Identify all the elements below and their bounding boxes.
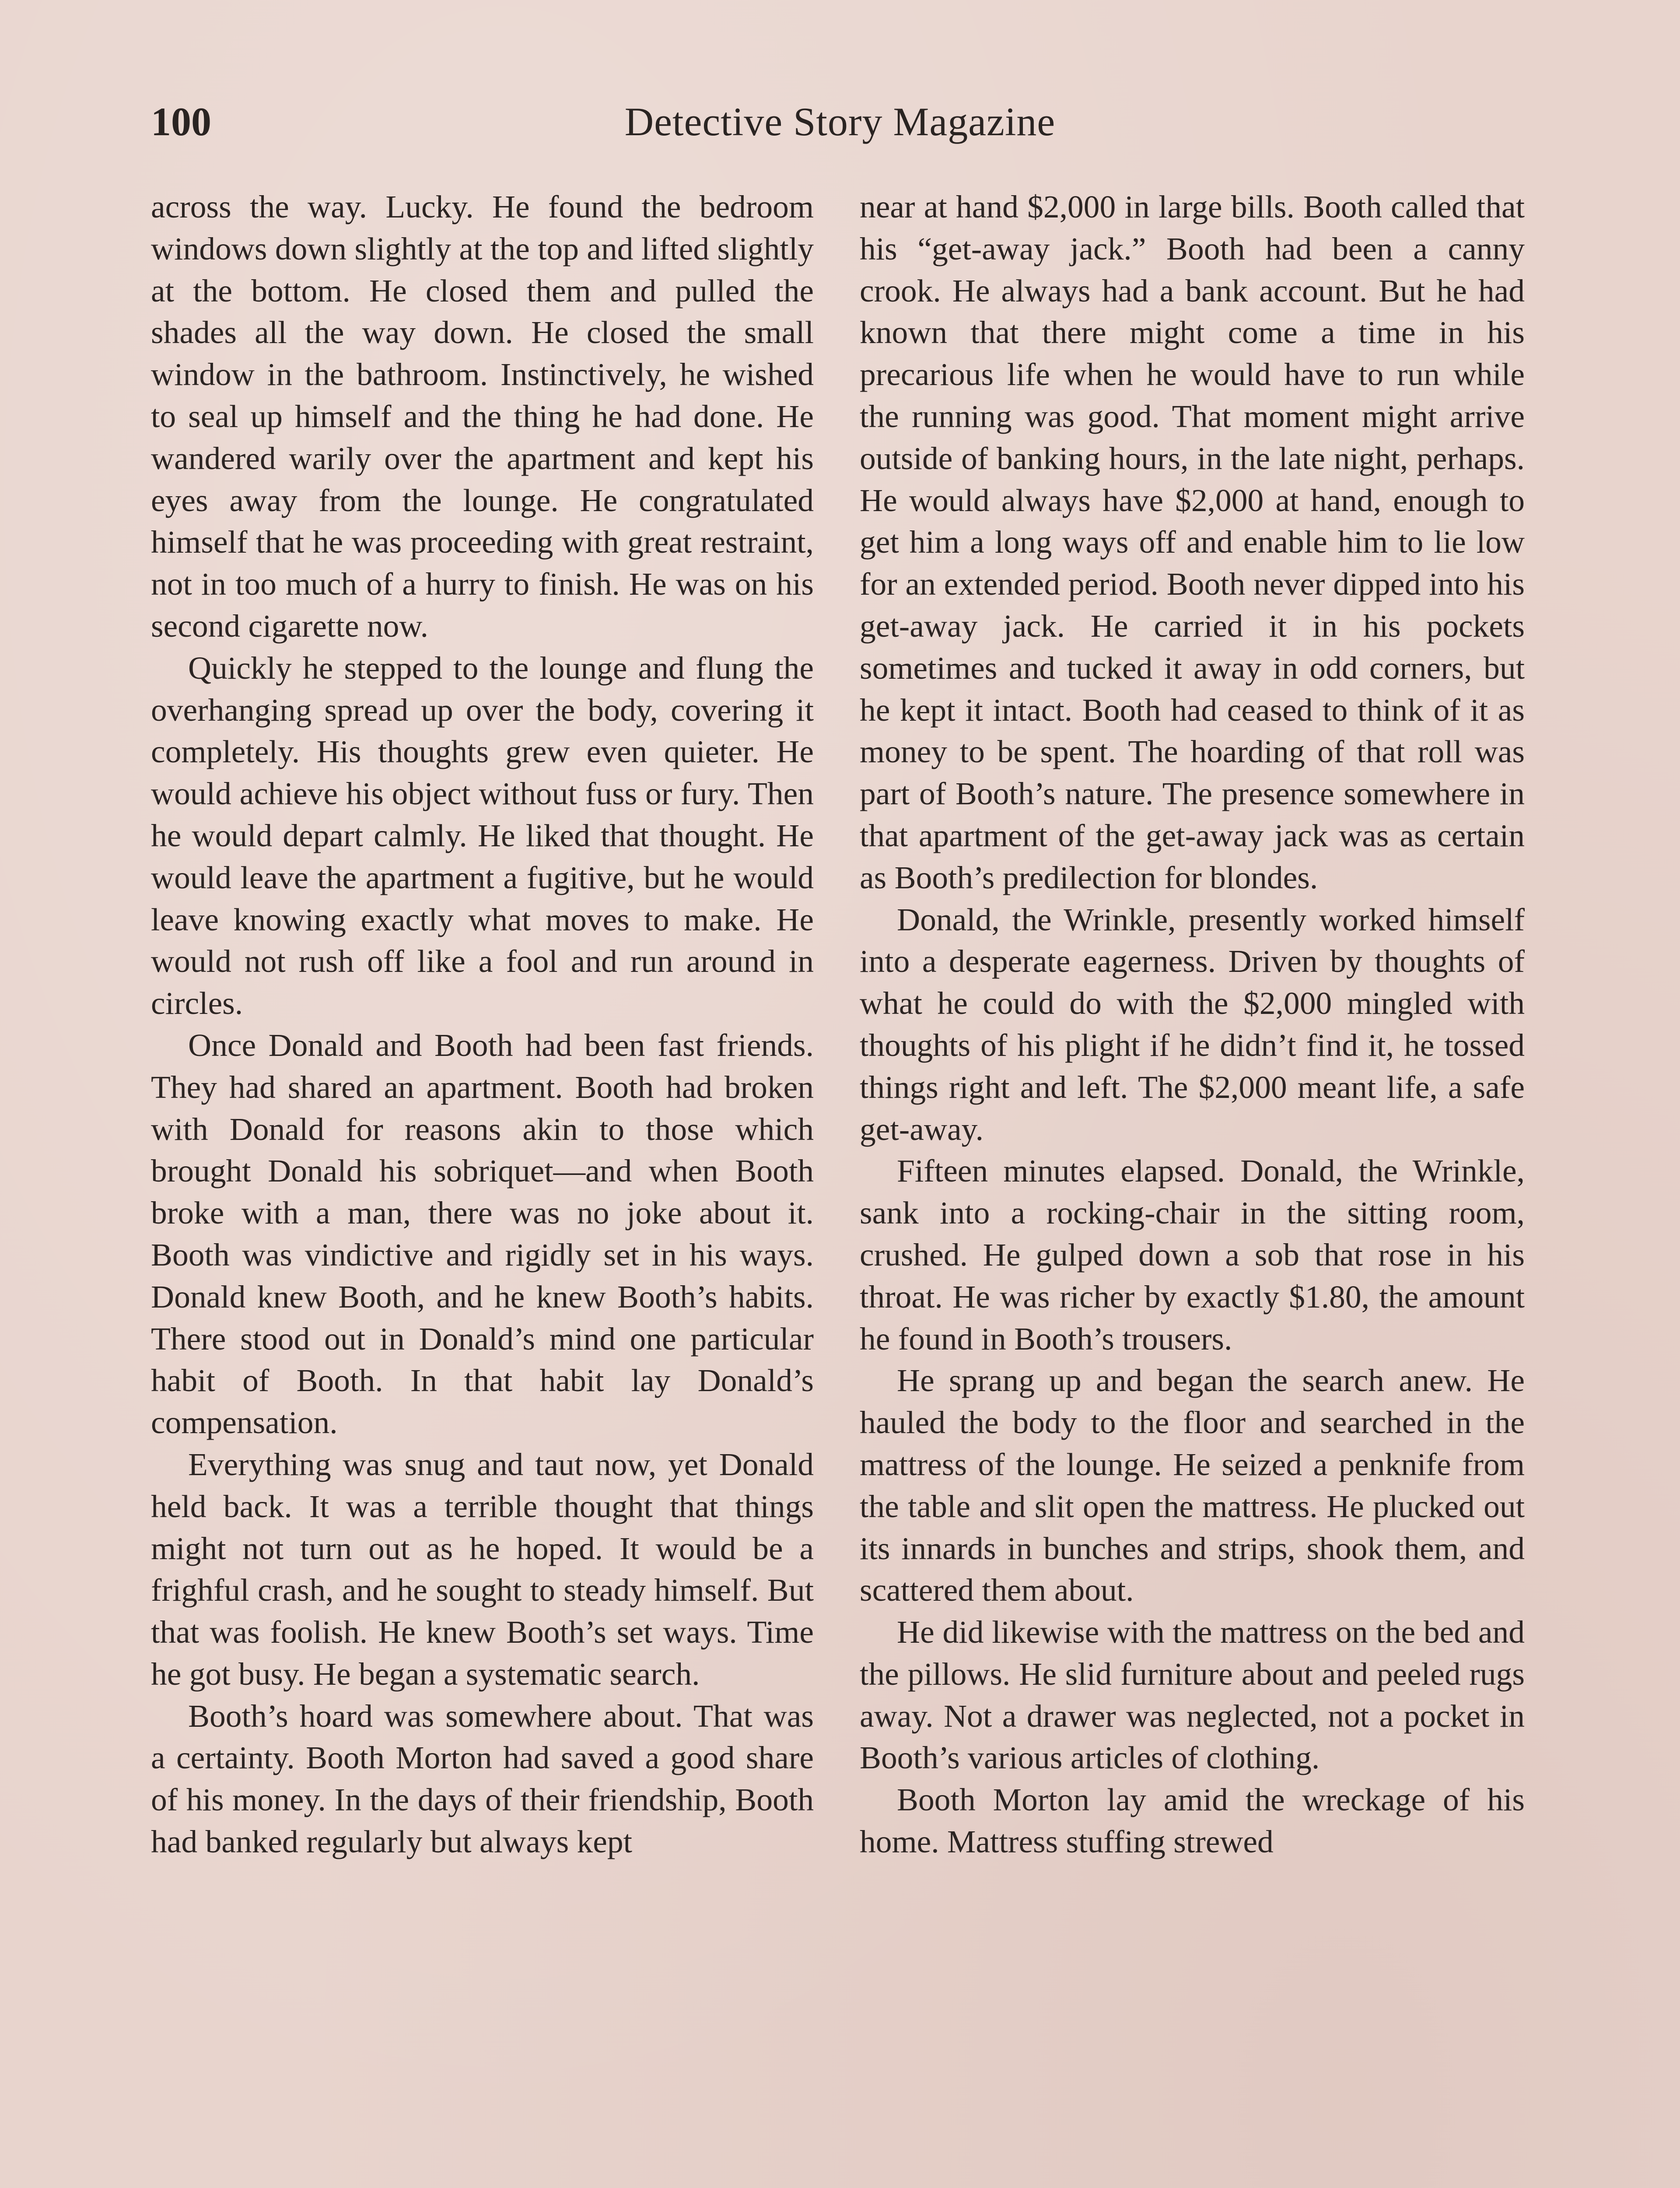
left-column (151, 186, 814, 1863)
paragraph: Once Donald and Booth had been fast friends. They had shared an apartment. Booth had broken with Donald for reasons akin to those which brought Donald his sobriquet—and when Booth broke with a man, there was no joke about it. Booth was vindictive and rigidly set in his ways. Donald knew Booth, and he knew Booth’s habits. There stood out in Donald’s mind one particular habit of Booth. In that habit lay Donald’s compensation. (151, 1027, 814, 1441)
paragraph: Everything was snug and taut now, yet Donald held back. It was a terrible thought that things might not turn out as he hoped. It would be a frighful crash, and he sought to steady himself. But that was foolish. He knew Booth’s set ways. Time he got busy. He began a systematic search. (151, 1446, 814, 1692)
paragraph: He sprang up and began the search anew. He hauled the body to the floor and searched in the mattress of the lounge. He seized a penknife from the table and slit open the mattress. He plucked out its innards in bunches and strips, shook them, and scattered them about. (860, 1363, 1525, 1608)
paragraph: Donald, the Wrinkle, presently worked himself into a desperate eagerness. Driven by thoughts of what he could do with the $2,000 mingled with thoughts of his plight if he didn’t find it, he tossed things right and left. The $2,000 meant life, a safe get-away. (860, 901, 1525, 1147)
paragraph: Fifteen minutes elapsed. Donald, the Wrinkle, sank into a rocking-chair in the sitting room, crushed. He gulped down a sob that rose in his throat. He was richer by exactly $1.80, the amount he found in Booth’s trousers. (860, 1153, 1525, 1357)
paragraph: near at hand $2,000 in large bills. Booth called that his “get-away jack.” Booth had been a canny crook. He always had a bank account. But he had known that there might come a time in his precarious life when he would have to run while the running was good. That moment might arrive outside of banking hours, in the late night, perhaps. He would always have $2,000 at hand, enough to get him a long ways off and enable him to lie low for an extended period. Booth never dipped into his get-away jack. He carried it in his pockets sometimes and tucked it away in odd corners, but he kept it intact. Booth had ceased to think of it as money to be spent. The hoarding of that roll was part of Booth’s nature. The presence somewhere in that apartment of the get-away jack was as certain as Booth’s predilection for blondes. (860, 189, 1525, 895)
paragraph: Quickly he stepped to the lounge and flung the overhanging spread up over the body, covering it completely. His thoughts grew even quieter. He would achieve his object without fuss or fury. Then he would depart calmly. He liked that thought. He would leave the apartment a fugitive, but he would leave knowing exactly what moves to make. He would not rush off like a fool and run around in circles. (151, 650, 814, 1021)
paragraph: across the way. Lucky. He found the bedroom windows down slightly at the top and lifted slightly at the bottom. He closed them and pulled the shades all the way down. He closed the small window in the bathroom. Instinctively, he wished to seal up himself and the thing he had done. He wandered warily over the apartment and kept his eyes away from the lounge. He congratulated himself that he was proceeding with great restraint, not in too much of a hurry to finish. He was on his second cigarette now. (151, 189, 814, 644)
paragraph: He did likewise with the mattress on the bed and the pillows. He slid furniture about and peeled rugs away. Not a drawer was neglected, not a pocket in Booth’s various articles of clothing. (860, 1614, 1525, 1776)
paragraph: Booth Morton lay amid the wreckage of his home. Mattress stuffing strewed (860, 1782, 1525, 1860)
page-number: 100 (151, 99, 211, 144)
running-head: Detective Story Magazine (624, 99, 1056, 144)
right-column (860, 186, 1525, 1863)
paragraph: Booth’s hoard was somewhere about. That was a certainty. Booth Morton had saved a good share of his money. In the days of their friendship, Booth had banked regularly but always kept (151, 1698, 814, 1860)
page-header (151, 94, 1529, 155)
